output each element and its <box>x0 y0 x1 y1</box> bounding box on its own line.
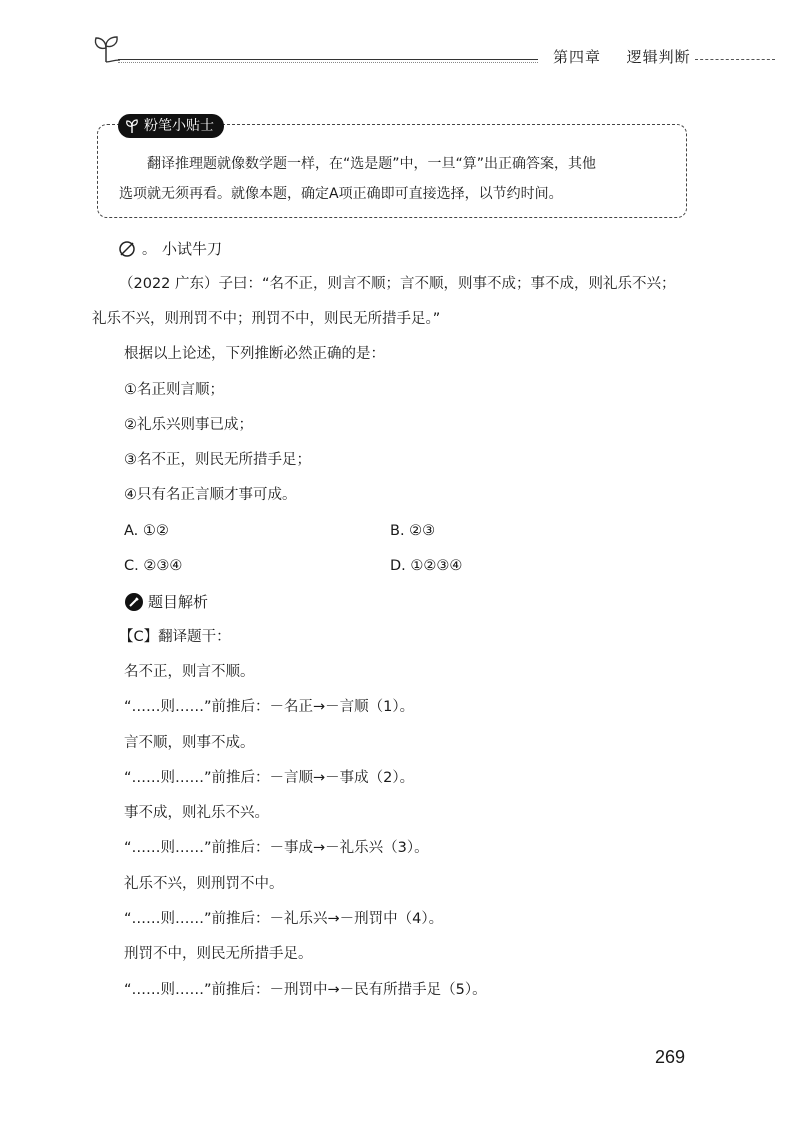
analysis-line-5: 事不成，则礼乐不兴。 <box>124 805 269 821</box>
chapter-label: 第四章 <box>553 48 602 66</box>
practice-heading-dot: 。 <box>142 241 156 258</box>
question-prompt: 根据以上论述，下列推断必然正确的是： <box>124 346 385 362</box>
analysis-line-4: “……则……”前推后：－言顺→－事成（2）。 <box>124 770 415 786</box>
analysis-line-9: 刑罚不中，则民无所措手足。 <box>124 946 313 962</box>
sprout-small-icon <box>124 118 140 134</box>
tip-line-2: 选项就无须再看。就像本题，确定A项正确即可直接选择，以节约时间。 <box>119 186 563 202</box>
tip-line-1: 翻译推理题就像数学题一样，在“选是题”中，一旦“算”出正确答案，其他 <box>147 156 597 172</box>
analysis-line-2: “……则……”前推后：－名正→－言顺（1）。 <box>124 699 415 715</box>
option-a: A. ①② <box>124 523 169 539</box>
statement-3: ③名不正，则民无所措手足； <box>124 452 311 468</box>
practice-heading-label: 小试牛刀 <box>162 240 223 258</box>
page-number: 269 <box>655 1047 686 1067</box>
analysis-line-10: “……则……”前推后：－刑罚中→－民有所措手足（5）。 <box>124 982 487 998</box>
analysis-line-6: “……则……”前推后：－事成→－礼乐兴（3）。 <box>124 840 429 856</box>
analysis-line-8: “……则……”前推后：－礼乐兴→－刑罚中（4）。 <box>124 911 444 927</box>
analysis-answer: 【C】翻译题干： <box>119 629 231 645</box>
analysis-heading <box>124 591 208 612</box>
chapter-title <box>553 46 691 67</box>
pencil-circle-icon <box>118 240 138 258</box>
option-c: C. ②③④ <box>124 558 183 574</box>
statement-4: ④只有名正言顺才事可成。 <box>124 487 297 503</box>
analysis-line-3: 言不顺，则事不成。 <box>124 735 255 751</box>
statement-1: ①名正则言顺； <box>124 382 224 398</box>
question-line-2: 礼乐不兴，则刑罚不中；刑罚不中，则民无所措手足。” <box>92 311 441 327</box>
header-dotted-rule <box>118 62 538 63</box>
option-d: D. ①②③④ <box>390 558 463 574</box>
analysis-line-7: 礼乐不兴，则刑罚不中。 <box>124 876 284 892</box>
practice-heading <box>118 238 222 259</box>
sprout-icon <box>88 32 124 66</box>
header-rule <box>118 59 538 60</box>
section-label: 逻辑判断 <box>626 48 691 66</box>
analysis-icon <box>124 592 144 612</box>
analysis-heading-label: 题目解析 <box>148 593 209 611</box>
analysis-line-1: 名不正，则言不顺。 <box>124 664 255 680</box>
statement-2: ②礼乐兴则事已成； <box>124 417 253 433</box>
header-rule-right <box>695 59 775 60</box>
tip-badge-label: 粉笔小贴士 <box>144 118 214 134</box>
option-b: B. ②③ <box>390 523 436 539</box>
tip-badge <box>118 114 224 138</box>
question-line-1: （2022 广东）子曰：“名不正，则言不顺；言不顺，则事不成；事不成，则礼乐不兴； <box>119 276 676 292</box>
